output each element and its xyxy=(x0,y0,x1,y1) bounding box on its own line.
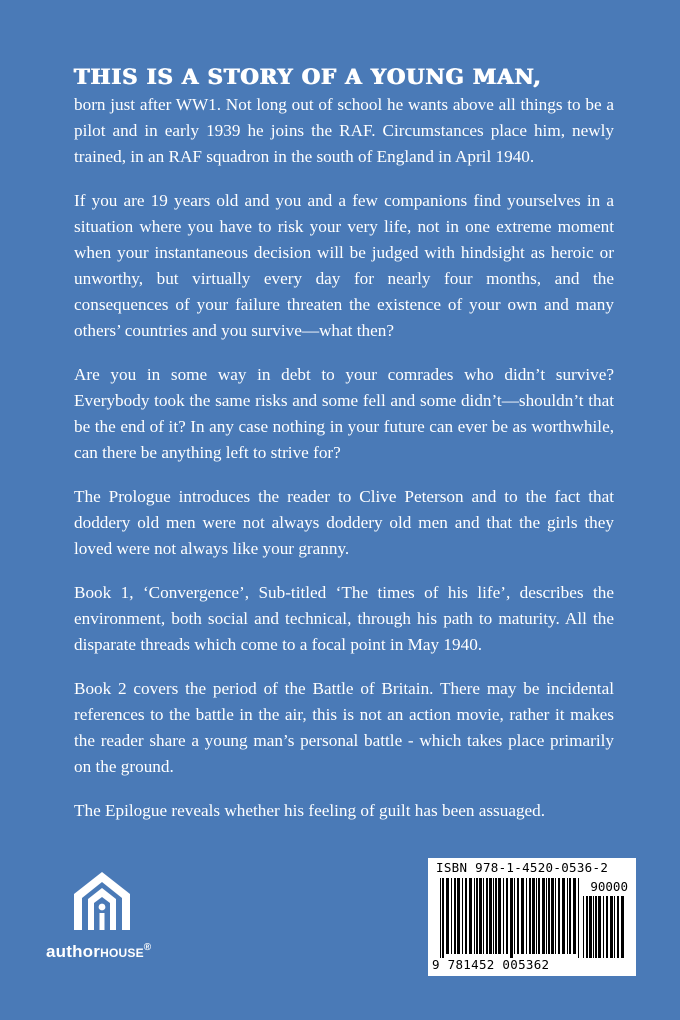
isbn-barcode xyxy=(428,858,636,976)
back-cover-text xyxy=(74,62,614,842)
registered-mark: ® xyxy=(143,942,152,953)
publisher-logo xyxy=(46,868,196,968)
paragraph: The Epilogue reveals whether his feeling of guilt has been assuaged. xyxy=(74,801,546,820)
ean-barcode-bars xyxy=(440,878,582,958)
publisher-name-part2: HOUSE xyxy=(100,946,144,960)
isbn-label: ISBN 978-1-4520-0536-2 xyxy=(436,860,609,875)
paragraph: born just after WW1. Not long out of school he wants above all things to be a pilot and in early 1939 he joins the RAF. Circumstances place him, newly trained, in an RAF squadron in the south of England in April 1940. xyxy=(74,95,614,166)
paragraph: The Prologue introduces the reader to Clive Peterson and to the fact that doddery old men were not always doddery old men and that the girls they loved were not always like your granny. xyxy=(74,487,614,558)
publisher-name xyxy=(46,942,196,962)
publisher-name-part1: author xyxy=(46,942,101,961)
headline: THIS IS A STORY OF A YOUNG MAN, xyxy=(74,64,542,89)
price-barcode-bars xyxy=(583,896,627,958)
ean-digits: 9 781452 005362 xyxy=(432,957,550,972)
price-code: 90000 xyxy=(590,879,628,894)
paragraph: Book 2 covers the period of the Battle of Britain. There may be incidental references to the battle in the air, this is not an action movie, rather it makes the reader share a young man’s personal battle - which takes place primarily on the ground. xyxy=(74,679,614,776)
paragraph: Book 1, ‘Convergence’, Sub-titled ‘The times of his life’, describes the environment, both social and technical, through his path to maturity. All the disparate threads which come to a focal point in May 1940. xyxy=(74,583,614,654)
house-icon xyxy=(70,868,134,936)
paragraph: Are you in some way in debt to your comrades who didn’t survive? Everybody took the same risks and some fell and some didn’t—shouldn’t that be the end of it? In any case nothing in your future can ever be as worthwhile, can there be anything left to strive for? xyxy=(74,365,614,462)
paragraph: If you are 19 years old and you and a few companions find yourselves in a situation where you have to risk your very life, not in one extreme moment when your instantaneous decision will be judged with hindsight as heroic or unworthy, but virtually every day for nearly four months, and the consequences of your failure threaten the existence of your own and many others’ countries and you survive—what then? xyxy=(74,191,614,340)
